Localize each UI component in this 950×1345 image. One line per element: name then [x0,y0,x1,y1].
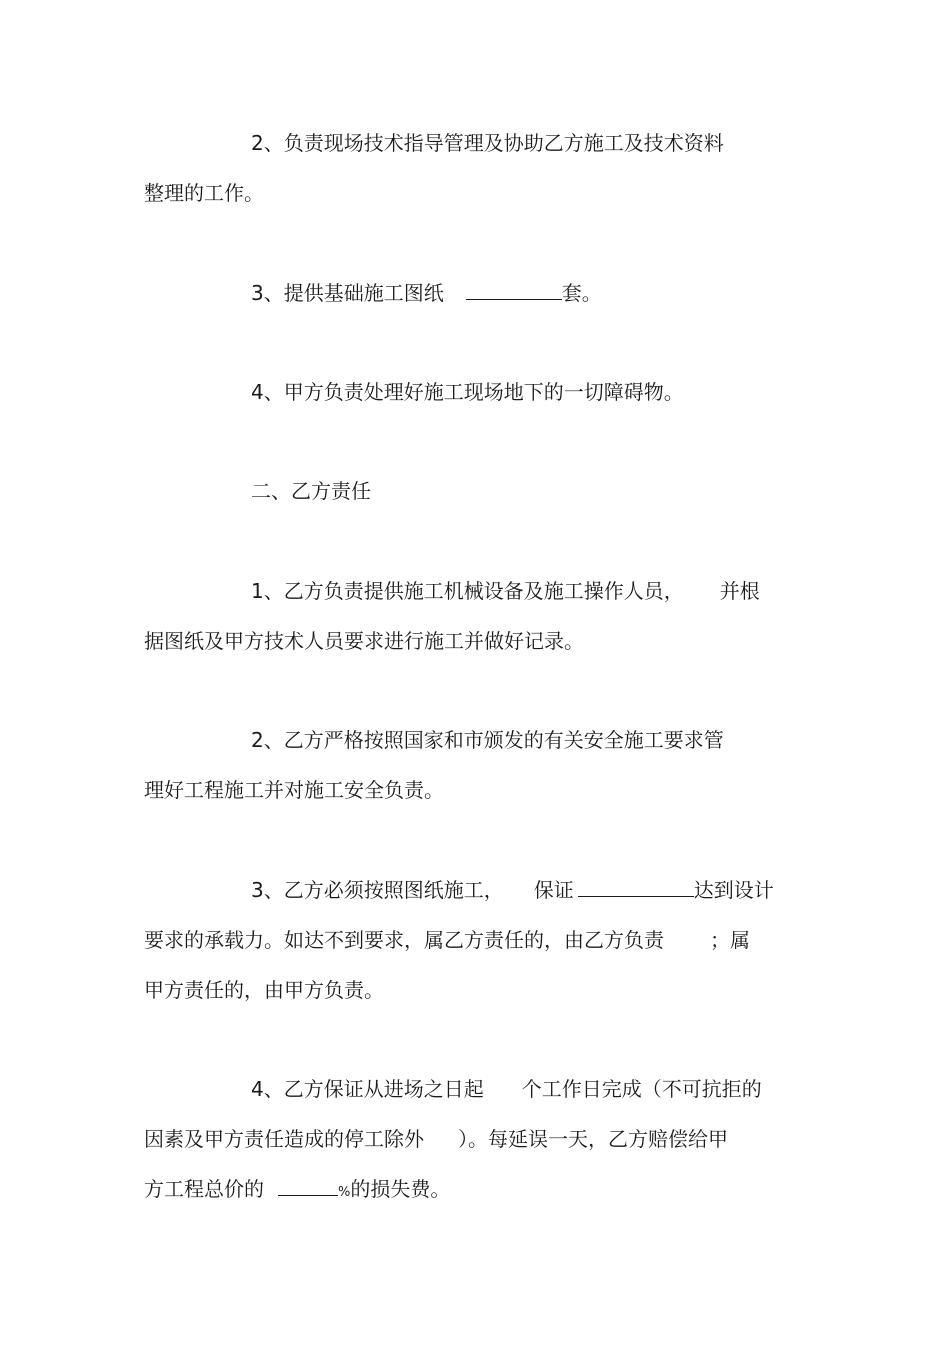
paragraph-text: 因素及甲方责任造成的停工除外 [144,1127,424,1151]
fill-in-blank [278,1177,338,1196]
paragraph-line [251,1077,762,1101]
paragraph-text: 要求的承载力。如达不到要求，属乙方责任的，由乙方负责 [144,928,664,952]
paragraph-line [251,380,684,404]
paragraph-line [144,181,264,205]
paragraph-text: 方工程总价的 [144,1177,264,1201]
paragraph-line [251,878,774,902]
paragraph-line [144,1177,450,1205]
paragraph-text: 整理的工作。 [144,181,264,205]
paragraph-text: 保证 [533,878,574,902]
paragraph-line [144,978,384,1002]
paragraph-text: ；属 [710,928,750,952]
paragraph-line [144,778,444,802]
section-heading [251,479,371,503]
fill-in-blank [466,281,562,300]
paragraph-text: 1、乙方负责提供施工机械设备及施工操作人员， [251,579,684,603]
paragraph-text: 套。 [561,281,602,305]
heading-text: 二、乙方责任 [251,479,371,503]
paragraph-text: 个工作日完成（不可抗拒的 [521,1077,762,1101]
paragraph-text: 3、乙方必须按照图纸施工， [251,878,504,902]
paragraph-text: 2、乙方严格按照国家和市颁发的有关安全施工要求管 [251,728,724,752]
paragraph-line [144,1127,728,1151]
paragraph-text: 3、提供基础施工图纸 [251,281,444,305]
paragraph-text: 甲方责任的，由甲方负责。 [144,978,384,1002]
paragraph-text: 4、甲方负责处理好施工现场地下的一切障碍物。 [251,380,684,404]
paragraph-text: 4、乙方保证从进场之日起 [251,1077,484,1101]
paragraph-text: 的损失费。 [350,1177,451,1201]
paragraph-line [251,728,724,752]
paragraph-line [144,928,750,952]
paragraph-line [251,579,760,603]
paragraph-text: 达到设计 [693,878,774,902]
paragraph-text: 据图纸及甲方技术人员要求进行施工并做好记录。 [144,629,584,653]
paragraph-line [251,281,602,305]
paragraph-text: 理好工程施工并对施工安全负责。 [144,778,444,802]
paragraph-text: 2、负责现场技术指导管理及协助乙方施工及技术资料 [251,131,724,155]
percent-sign: % [338,1185,351,1200]
paragraph-line [251,131,724,155]
paragraph-text: ）。每延误一天，乙方赔偿给甲 [458,1127,728,1151]
paragraph-line [144,629,584,653]
fill-in-blank [578,878,694,897]
paragraph-text: 并根 [719,579,760,603]
